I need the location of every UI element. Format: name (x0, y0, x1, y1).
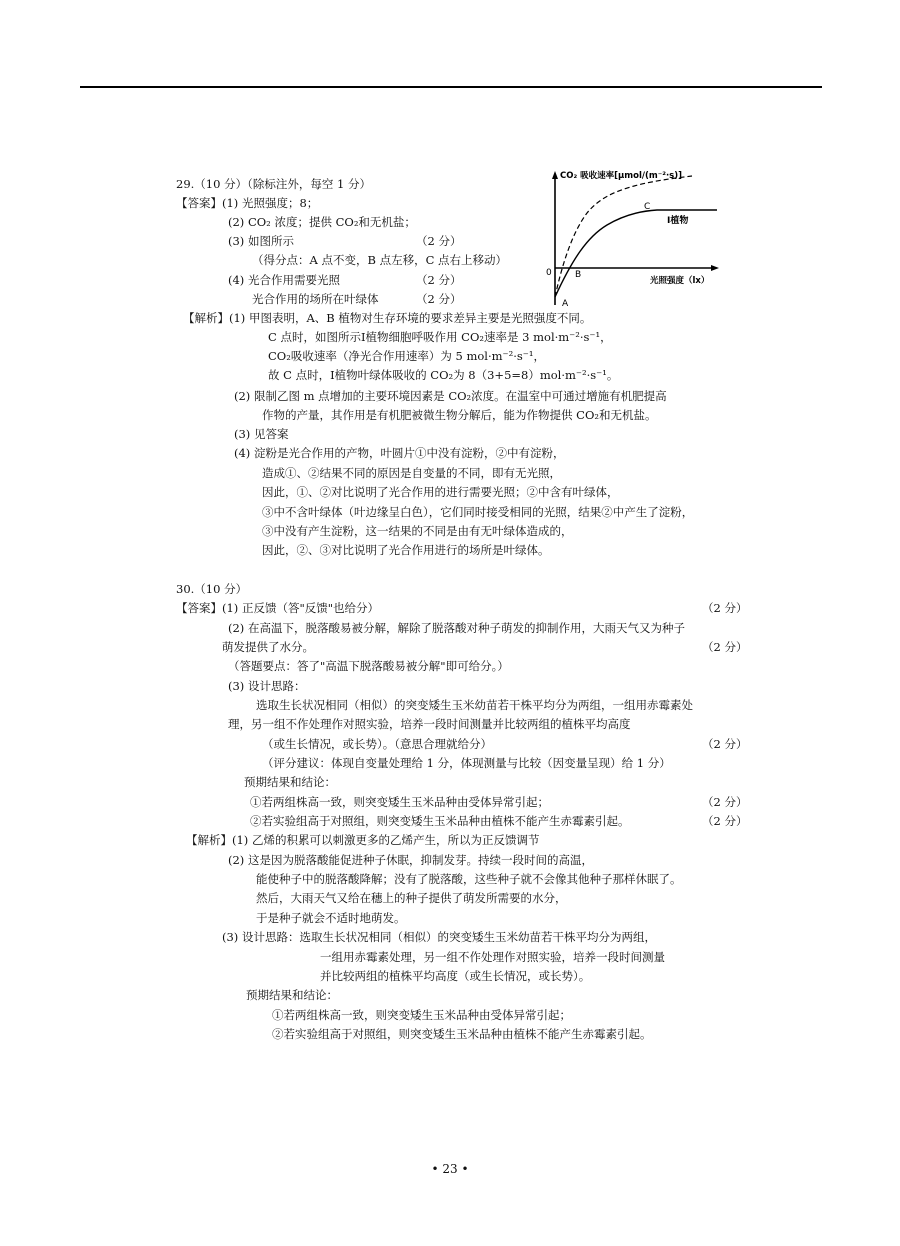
q29-header: 29.（10 分）（除标注外，每空 1 分） (176, 177, 371, 191)
q29-analysis-line: C 点时，如图所示Ⅰ植物细胞呼吸作用 CO₂速率是 3 mol·m⁻²·s⁻¹， (268, 330, 612, 344)
q29-answer-line: 光合作用的场所在叶绿体 (252, 292, 379, 306)
q29-analysis-line: (2) 限制乙图 m 点增加的主要环境因素是 CO₂浓度。在温室中可通过增施有机肥提高 (234, 389, 667, 403)
q30-analysis-line: 一组用赤霉素处理，另一组不作处理作对照实验，培养一段时间测量 (320, 950, 665, 964)
q30-analysis-line: ②若实验组高于对照组，则突变矮生玉米品种由植株不能产生赤霉素引起。 (272, 1027, 652, 1041)
q30-answer-line: 萌发提供了水分。 (222, 640, 314, 654)
graph-point-c: C (644, 202, 651, 212)
q29-analysis-line: ③中没有产生淀粉，这一结果的不同是由有无叶绿体造成的， (262, 524, 573, 538)
q29-analysis-line: 因此，②、③对比说明了光合作用进行的场所是叶绿体。 (262, 543, 550, 557)
q30-analysis-line: (2) 这是因为脱落酸能促进种子休眠，抑制发芽。持续一段时间的高温， (228, 853, 593, 867)
graph-y-arrow (552, 171, 558, 179)
q29-points: （2 分） (416, 234, 462, 248)
q30-header: 30.（10 分） (176, 582, 248, 596)
page-number: • 23 • (431, 1162, 469, 1176)
q30-analysis-line: 并比较两组的植株平均高度（或生长情况，或长势）。 (320, 969, 591, 983)
q29-answer-line: （得分点：A 点不变，B 点左移，C 点右上移动） (252, 253, 508, 267)
graph-origin-label: 0 (546, 268, 552, 278)
q30-answer-line: (2) 在高温下，脱落酸易被分解，解除了脱落酸对种子萌发的抑制作用，大雨天气又为种子 (228, 621, 685, 635)
q29-points: （2 分） (416, 273, 462, 287)
q30-analysis-line: 于是种子就会不适时地萌发。 (256, 911, 406, 925)
q29-answer-line: (3) 如图所示 (228, 234, 294, 248)
q30-points: （2 分） (702, 640, 748, 654)
q29-points: （2 分） (416, 292, 462, 306)
q29-analysis-line: 【解析】(1) 甲图表明，A、B 植物对生存环境的要求差异主要是光照强度不同。 (183, 311, 592, 325)
graph-point-a: A (562, 299, 569, 309)
q30-analysis-line: 【解析】(1) 乙烯的积累可以刺激更多的乙烯产生，所以为正反馈调节 (186, 833, 540, 847)
q29-answer-line: 【答案】(1) 光照强度；8； (176, 196, 319, 210)
q29-answer-line: (4) 光合作用需要光照 (228, 273, 340, 287)
q30-answer-line: (3) 设计思路： (228, 679, 306, 693)
graph-y-label: CO₂ 吸收速率[μmol/(m⁻²·s)] (560, 171, 683, 181)
q30-analysis-line: 然后，大雨天气又给在穗上的种子提供了萌发所需要的水分， (256, 891, 567, 905)
q29-analysis-line: (3) 见答案 (234, 427, 289, 441)
q30-answer-line: 选取生长状况相同（相似）的突变矮生玉米幼苗若干株平均分为两组，一组用赤霉素处 (256, 698, 693, 712)
q30-answer-line: 预期结果和结论： (244, 775, 336, 789)
q30-points: （2 分） (702, 601, 748, 615)
graph-x-arrow (711, 265, 719, 271)
q30-points: （2 分） (702, 795, 748, 809)
q29-analysis-line: 造成①、②结果不同的原因是自变量的不同，即有无光照， (262, 466, 561, 480)
header-rule (80, 86, 822, 88)
q30-answer-line: （评分建议：体现自变量处理给 1 分，体现测量与比较（因变量呈现）给 1 分） (262, 756, 671, 770)
q30-answer-line: ①若两组株高一致，则突变矮生玉米品种由受体异常引起； (250, 795, 549, 809)
q30-answer-line: 【答案】(1) 正反馈（答"反馈"也给分） (176, 601, 380, 615)
q29-analysis-line: (4) 淀粉是光合作用的产物，叶圆片①中没有淀粉，②中有淀粉， (234, 446, 565, 460)
q29-analysis-line: 故 C 点时，Ⅰ植物叶绿体吸收的 CO₂为 8（3+5=8）mol·m⁻²·s⁻¹。 (268, 368, 619, 382)
q30-analysis-line: 能使种子中的脱落酸降解；没有了脱落酸，这些种子就不会像其他种子那样休眠了。 (256, 872, 682, 886)
q30-analysis-line: (3) 设计思路：选取生长状况相同（相似）的突变矮生玉米幼苗若干株平均分为两组， (222, 930, 656, 944)
q29-answer-line: (2) CO₂ 浓度；提供 CO₂和无机盐； (228, 215, 416, 229)
q30-answer-line: （或生长情况，或长势）。（意思合理就给分） (262, 737, 492, 751)
q30-answer-line: （答题要点：答了"高温下脱落酸易被分解"即可给分。） (228, 659, 509, 673)
q30-answer-line: 理，另一组不作处理作对照实验，培养一段时间测量并比较两组的植株平均高度 (228, 717, 631, 731)
q29-analysis-line: CO₂吸收速率（净光合作用速率）为 5 mol·m⁻²·s⁻¹， (268, 349, 545, 363)
graph-x-label: 光照强度（lx） (650, 276, 710, 286)
q29-analysis-line: ③中不含叶绿体（叶边缘呈白色），它们同时接受相同的光照，结果②中产生了淀粉， (262, 505, 694, 519)
q30-points: （2 分） (702, 737, 748, 751)
q30-analysis-line: 预期结果和结论： (246, 988, 338, 1002)
graph-curve-label: Ⅰ植物 (667, 216, 689, 226)
q29-graph (532, 165, 722, 310)
q30-analysis-line: ①若两组株高一致，则突变矮生玉米品种由受体异常引起； (272, 1008, 571, 1022)
q30-answer-line: ②若实验组高于对照组，则突变矮生玉米品种由植株不能产生赤霉素引起。 (250, 814, 630, 828)
q29-analysis-line: 作物的产量，其作用是有机肥被微生物分解后，能为作物提供 CO₂和无机盐。 (262, 408, 657, 422)
q30-points: （2 分） (702, 814, 748, 828)
q29-analysis-line: 因此，①、②对比说明了光合作用的进行需要光照；②中含有叶绿体， (262, 485, 619, 499)
graph-point-b: B (575, 270, 582, 280)
